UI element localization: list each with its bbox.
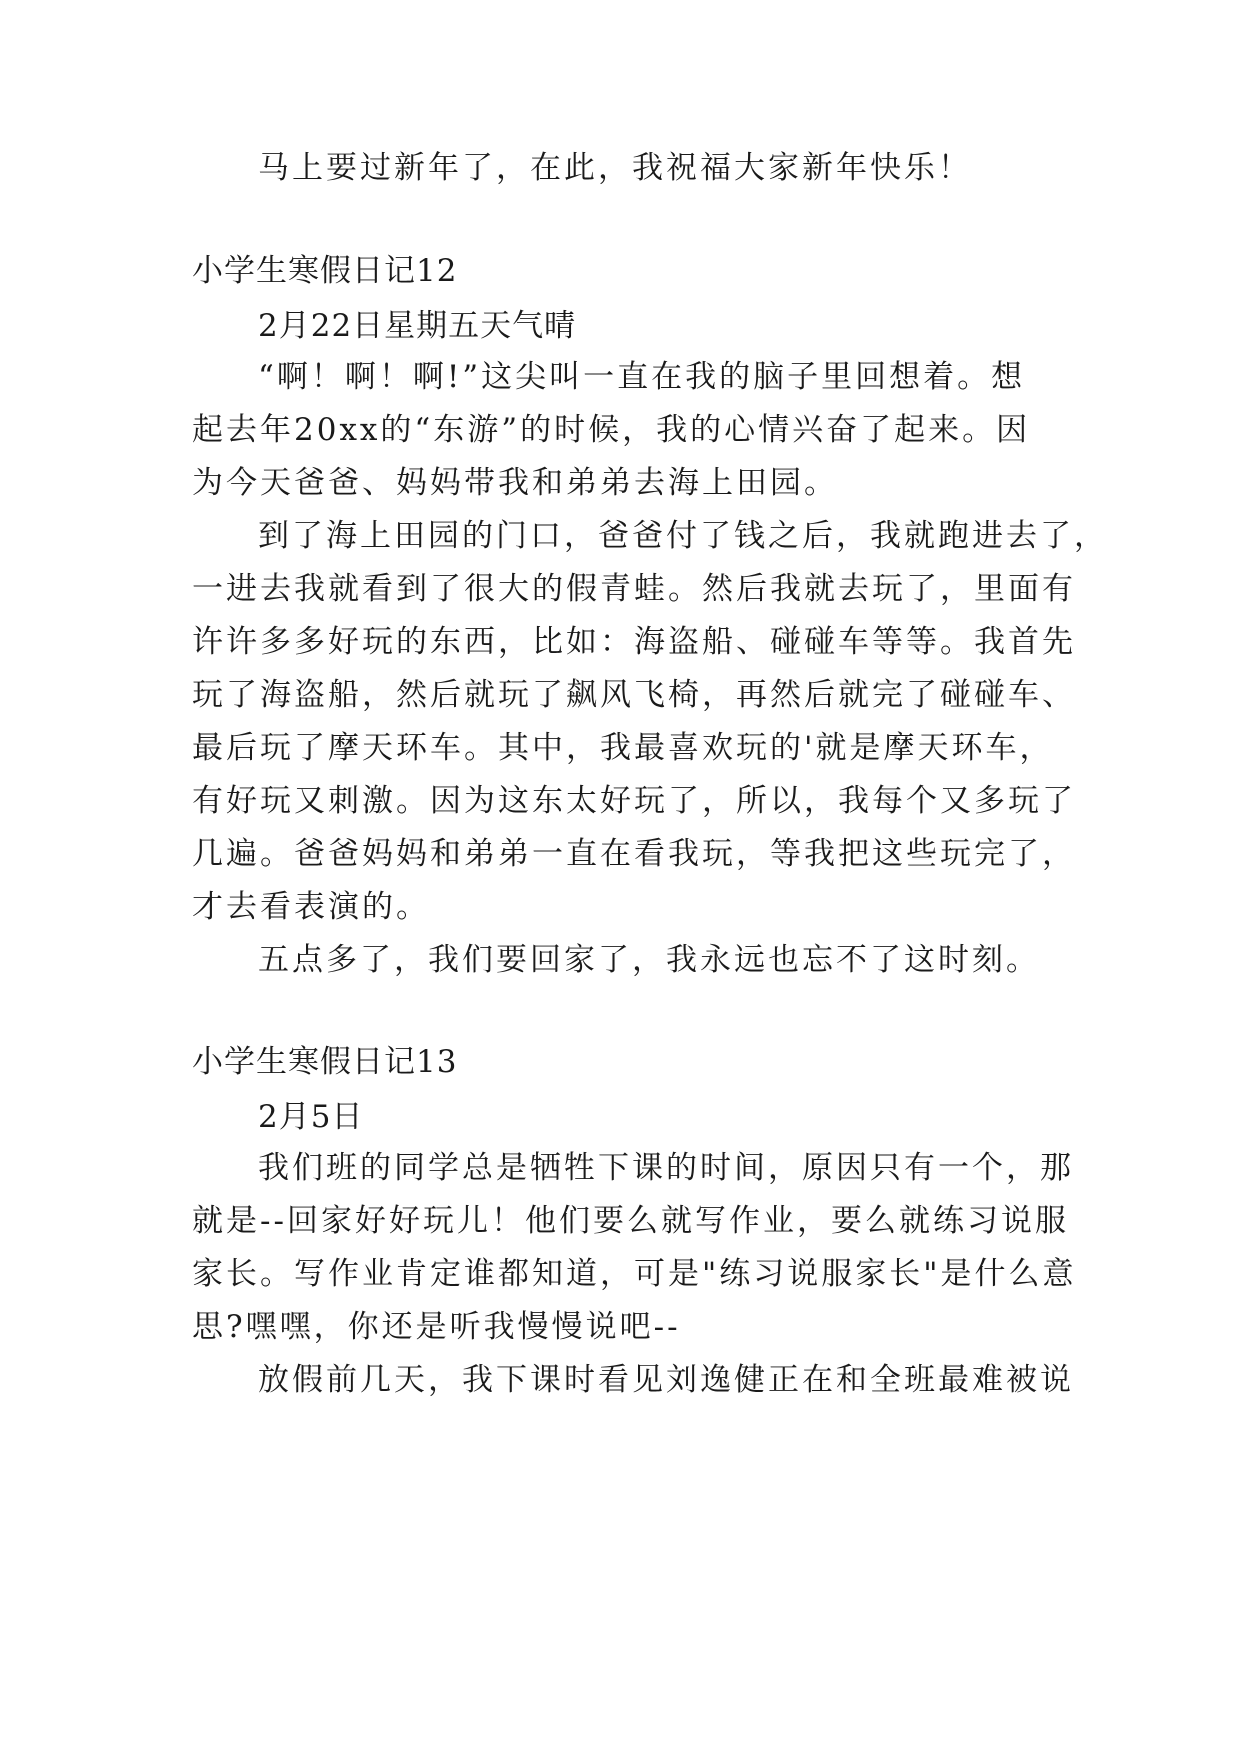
paragraph-line: 有好玩又刺激。因为这东太好玩了，所以，我每个又多玩了 — [192, 783, 1076, 819]
paragraph-line: “啊！啊！啊!”这尖叫一直在我的脑子里回想着。想 — [258, 359, 1026, 395]
diary-12-date: 2月22日星期五天气晴 — [258, 308, 577, 344]
paragraph-line: 为今天爸爸、妈妈带我和弟弟去海上田园。 — [192, 465, 838, 501]
diary-13-date: 2月5日 — [258, 1099, 364, 1135]
paragraph-line: 到了海上田园的门口，爸爸付了钱之后，我就跑进去了， — [258, 518, 1108, 554]
paragraph-line: 就是--回家好好玩儿！他们要么就写作业，要么就练习说服 — [192, 1203, 1069, 1239]
paragraph-line: 才去看表演的。 — [192, 889, 430, 925]
paragraph-line: 我们班的同学总是牺牲下课的时间，原因只有一个，那 — [258, 1150, 1074, 1186]
paragraph-line: 起去年20xx的“东游”的时候，我的心情兴奋了起来。因 — [192, 412, 1031, 448]
paragraph-line: 许许多多好玩的东西，比如：海盗船、碰碰车等等。我首先 — [192, 624, 1076, 660]
closing-line: 马上要过新年了，在此，我祝福大家新年快乐！ — [258, 150, 972, 186]
paragraph-line: 五点多了，我们要回家了，我永远也忘不了这时刻。 — [258, 942, 1040, 978]
diary-13-title: 小学生寒假日记13 — [192, 1044, 458, 1080]
paragraph-line: 最后玩了摩天环车。其中，我最喜欢玩的'就是摩天环车， — [192, 730, 1054, 766]
paragraph-line: 几遍。爸爸妈妈和弟弟一直在看我玩，等我把这些玩完了， — [192, 836, 1076, 872]
diary-12-title: 小学生寒假日记12 — [192, 253, 458, 289]
paragraph-line: 一进去我就看到了很大的假青蛙。然后我就去玩了，里面有 — [192, 571, 1076, 607]
paragraph-line: 玩了海盗船，然后就玩了飙风飞椅，再然后就完了碰碰车、 — [192, 677, 1076, 713]
paragraph-line: 家长。写作业肯定谁都知道，可是"练习说服家长"是什么意 — [192, 1256, 1077, 1292]
paragraph-line: 放假前几天，我下课时看见刘逸健正在和全班最难被说 — [258, 1362, 1074, 1398]
paragraph-line: 思?嘿嘿，你还是听我慢慢说吧-- — [192, 1309, 681, 1345]
